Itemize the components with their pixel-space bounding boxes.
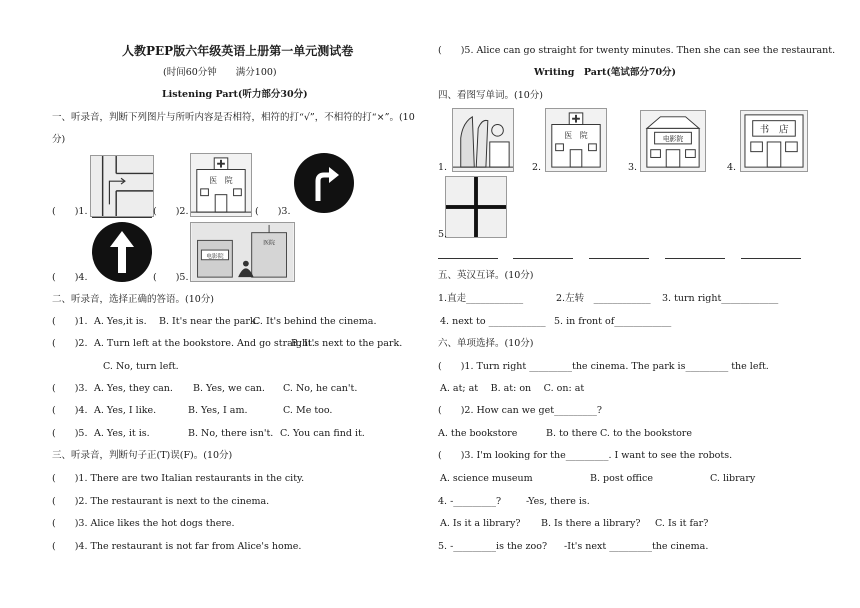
s1-label-1: ( )1. bbox=[52, 206, 88, 217]
s2-q3-c: C. No, he can't. bbox=[283, 383, 358, 394]
s2-q2-num: ( )2. bbox=[52, 338, 88, 349]
s6-q1-options: A. at; at B. at: on C. on: at bbox=[440, 383, 585, 394]
s4-label-4: 4. bbox=[727, 162, 737, 173]
s2-q3-a: A. Yes, they can. bbox=[94, 383, 173, 394]
cinema-hospital-picture bbox=[190, 222, 295, 282]
hospital-sign-text: 医 院 bbox=[209, 176, 233, 186]
s2-q2-b: B. It's next to the park. bbox=[291, 338, 403, 349]
s1-label-3: ( )3. bbox=[255, 206, 291, 217]
s6-q5-answer: -It's next _________the cinema. bbox=[564, 541, 709, 552]
s2-q1-c: C. It's behind the cinema. bbox=[253, 316, 377, 327]
s2-q3-num: ( )3. bbox=[52, 383, 88, 394]
s6-q3-b: B. post office bbox=[590, 473, 653, 484]
s4-label-5: 5. bbox=[438, 229, 448, 240]
answer-line[interactable] bbox=[92, 217, 152, 218]
s4-label-2: 2. bbox=[532, 162, 542, 173]
go-straight-sign-picture bbox=[90, 221, 154, 283]
crossroads-picture bbox=[445, 176, 507, 238]
s6-q4-question: 4. -_________? bbox=[438, 496, 502, 507]
section-4-title: 四、看图写单词。(10分) bbox=[438, 90, 544, 101]
s1-label-2: ( )2. bbox=[153, 206, 189, 217]
s6-q2-a: A. the bookstore bbox=[438, 428, 518, 439]
s1-label-4: ( )4. bbox=[52, 272, 88, 283]
s6-q3: ( )3. I'm looking for the_________. I want to see the robots. bbox=[438, 450, 733, 461]
s6-q5-question: 5. -_________is the zoo? bbox=[438, 541, 548, 552]
section-5-title: 五、英汉互译。(10分) bbox=[438, 270, 534, 281]
s5-item-1: 1.直走____________ bbox=[438, 293, 524, 304]
turn-right-sign-picture bbox=[293, 151, 355, 216]
cinema-picture bbox=[640, 110, 706, 172]
s2-q4-c: C. Me too. bbox=[283, 405, 333, 416]
s3-item-3: ( )3. Alice likes the hot dogs there. bbox=[52, 518, 235, 529]
page-title: 人教PEP版六年级英语上册第一单元测试卷 bbox=[122, 44, 354, 58]
section-6-title: 六、单项选择。(10分) bbox=[438, 338, 534, 349]
s6-q4-a: A. Is it a library? bbox=[440, 518, 521, 529]
hospital-picture bbox=[190, 153, 252, 217]
s6-q4-b: B. Is there a library? bbox=[541, 518, 641, 529]
answer-line-2[interactable] bbox=[513, 258, 573, 259]
s4-label-1: 1. bbox=[438, 162, 448, 173]
answer-line-4[interactable] bbox=[665, 258, 725, 259]
s6-q2: ( )2. How can we get_________? bbox=[438, 405, 602, 416]
hospital-picture-2 bbox=[545, 108, 607, 172]
s6-q2-c: C. to the bookstore bbox=[600, 428, 692, 439]
answer-line-5[interactable] bbox=[741, 258, 801, 259]
s2-q5-b: B. No, there isn't. bbox=[188, 428, 274, 439]
bookstore-picture bbox=[740, 110, 808, 172]
s2-q4-num: ( )4. bbox=[52, 405, 88, 416]
street-map-picture bbox=[90, 155, 154, 217]
s3-item-2: ( )2. The restaurant is next to the cinema. bbox=[52, 496, 270, 507]
s2-q1-a: A. Yes,it is. bbox=[94, 316, 147, 327]
s6-q4-answer: -Yes, there is. bbox=[526, 496, 590, 507]
s6-q3-a: A. science museum bbox=[440, 473, 533, 484]
s2-q5-a: A. Yes, it is. bbox=[94, 428, 150, 439]
section-2-title: 二、听录音，选择正确的答语。(10分) bbox=[52, 294, 215, 305]
s1-label-5: ( )5. bbox=[153, 272, 189, 283]
cinema-sign-text-2: 电影院 bbox=[662, 135, 684, 143]
s2-q3-b: B. Yes, we can. bbox=[193, 383, 265, 394]
s2-q1-num: ( )1. bbox=[52, 316, 88, 327]
cinema-sign-text: 电影院 bbox=[206, 253, 224, 260]
s2-q4-b: B. Yes, I am. bbox=[188, 405, 248, 416]
s4-label-3: 3. bbox=[628, 162, 638, 173]
section-3-title: 三、听录音，判断句子正(T)误(F)。(10分) bbox=[52, 450, 233, 461]
listening-heading: Listening Part(听力部分30分) bbox=[162, 89, 308, 100]
s6-q2-b: B. to there bbox=[546, 428, 598, 439]
s3-item-4: ( )4. The restaurant is not far from Alice's home. bbox=[52, 541, 302, 552]
s2-q5-c: C. You can find it. bbox=[280, 428, 365, 439]
s5-item-2: 2.左转 ____________ bbox=[556, 293, 651, 304]
s2-q1-b: B. It's near the park. bbox=[159, 316, 259, 327]
s2-q2-a: A. Turn left at the bookstore. And go straight. bbox=[94, 338, 315, 349]
section-1-title-cont: 分) bbox=[52, 134, 66, 145]
answer-line-1[interactable] bbox=[438, 258, 498, 259]
hospital-sign-text-3: 医 院 bbox=[564, 131, 588, 141]
hospital-sign-text-2: 医院 bbox=[263, 240, 275, 247]
s5-item-4: 4. next to ____________ bbox=[440, 316, 546, 327]
s6-q4-c: C. Is it far? bbox=[655, 518, 709, 529]
section-1-title: 一、听录音，判断下列图片与所听内容是否相符，相符的打“√”，不相符的打“×”。(10 bbox=[52, 112, 415, 123]
s5-item-5: 5. in front of____________ bbox=[554, 316, 672, 327]
s6-q3-c: C. library bbox=[710, 473, 756, 484]
s3-item-1: ( )1. There are two Italian restaurants in the city. bbox=[52, 473, 305, 484]
s3-item-5: ( )5. Alice can go straight for twenty minutes. Then she can see the restaurant. bbox=[438, 45, 836, 56]
science-museum-picture bbox=[452, 108, 514, 172]
s6-q1: ( )1. Turn right _________the cinema. The park is_________ the left. bbox=[438, 361, 769, 372]
s2-q2-c: C. No, turn left. bbox=[103, 361, 179, 372]
bookstore-sign-text: 书 店 bbox=[759, 124, 789, 136]
s5-item-3: 3. turn right____________ bbox=[662, 293, 779, 304]
page-subtitle: (时间60分钟 满分100) bbox=[163, 67, 277, 78]
answer-line-3[interactable] bbox=[589, 258, 649, 259]
s2-q4-a: A. Yes, I like. bbox=[94, 405, 157, 416]
s2-q5-num: ( )5. bbox=[52, 428, 88, 439]
writing-heading: Writing Part(笔试部分70分) bbox=[534, 67, 677, 78]
